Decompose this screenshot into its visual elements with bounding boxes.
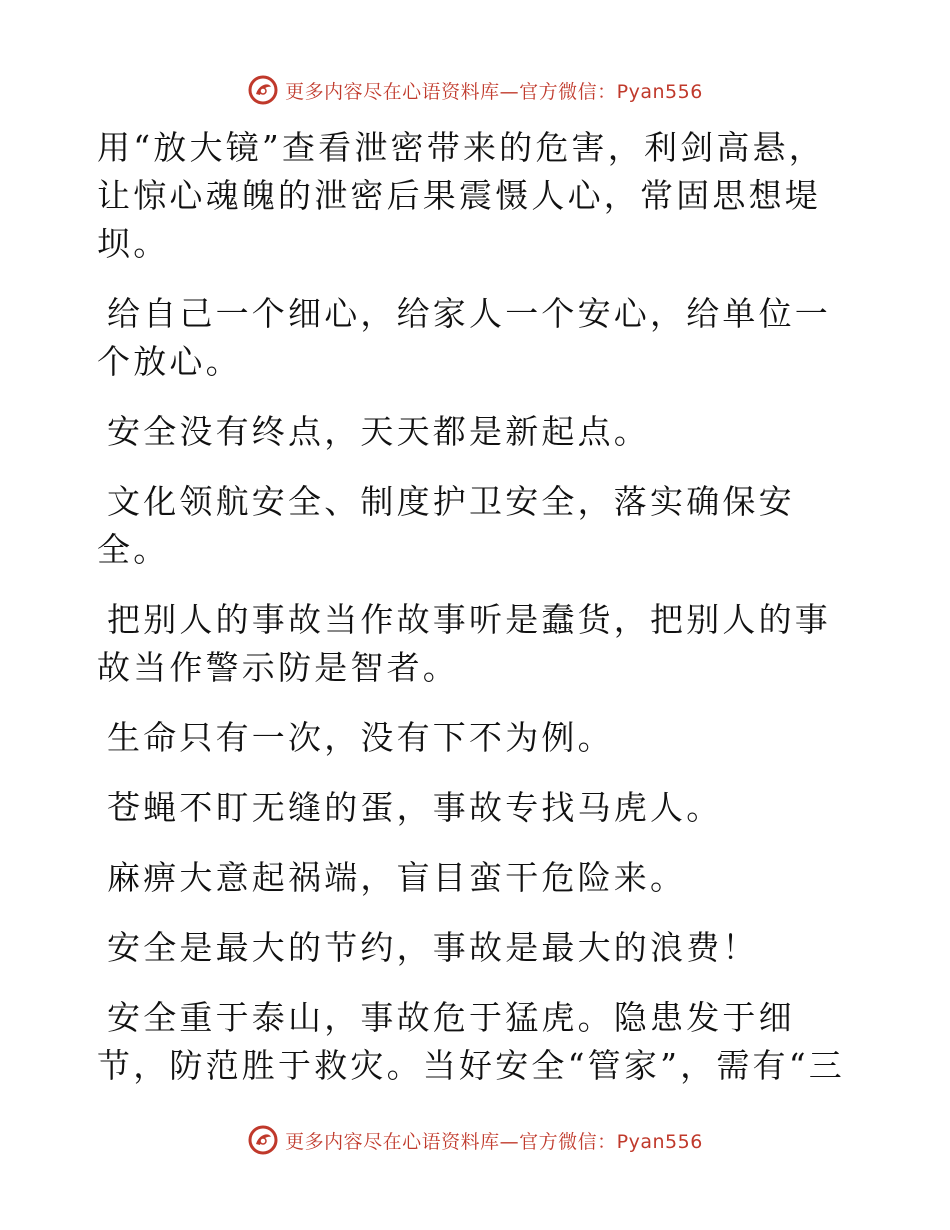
header-watermark-text: 更多内容尽在心语资料库—官方微信：Pyan556	[285, 80, 703, 103]
paragraph-3: 安全没有终点，天天都是新起点。	[107, 412, 650, 451]
paragraph-10: 安全重于泰山，事故危于猛虎。隐患发于细节，防范胜于救灾。当好安全“管家”，需有“三	[97, 998, 846, 1085]
paragraph-5: 把别人的事故当作故事听是蠢货，把别人的事故当作警示防是智者。	[97, 600, 831, 687]
footer-watermark-text: 更多内容尽在心语资料库—官方微信：Pyan556	[285, 1130, 703, 1153]
paragraph-4: 文化领航安全、制度护卫安全，落实确保安全。	[97, 482, 795, 569]
header-watermark	[0, 70, 950, 110]
paragraph-2: 给自己一个细心，给家人一个安心，给单位一个放心。	[97, 294, 831, 381]
red-swirl-logo-icon	[247, 1124, 279, 1156]
paragraph-9: 安全是最大的节约，事故是最大的浪费！	[107, 928, 759, 967]
paragraph-8: 麻痹大意起祸端，盲目蛮干危险来。	[107, 858, 687, 897]
paragraph-7: 苍蝇不盯无缝的蛋，事故专找马虎人。	[107, 788, 723, 827]
paragraph-1: 用“放大镜”查看泄密带来的危害，利剑高悬，让惊心魂魄的泄密后果震慑人心，常固思想堤坝。	[97, 128, 825, 263]
footer-watermark	[0, 1120, 950, 1160]
document-body	[97, 124, 857, 1112]
red-swirl-logo-icon	[247, 74, 279, 106]
paragraph-6: 生命只有一次，没有下不为例。	[107, 718, 614, 757]
